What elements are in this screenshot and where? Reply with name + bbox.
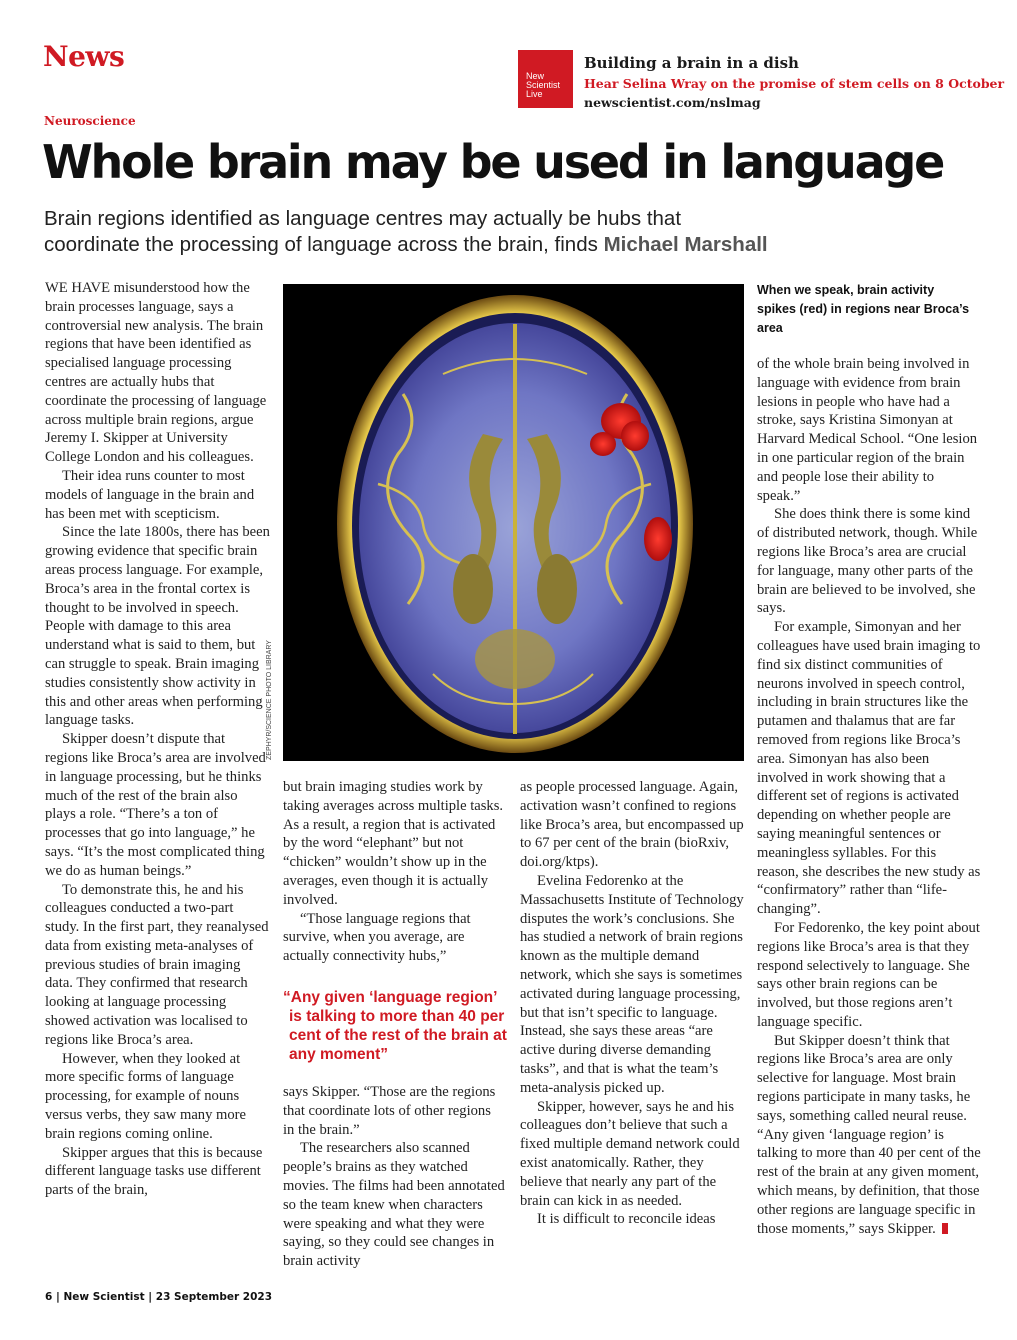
image-caption: When we speak, brain activity spikes (red) in regions near Broca’s area (757, 283, 970, 335)
last-paragraph (757, 1032, 981, 1239)
paragraph: For example, Simonyan and her colleagues have used brain imaging to find six distinct communities of neurons involved in speech control, including in brain structures like the putamen and thalamus that are far removed from regions like Broca’s area. Simonyan has also been involved in work showing that a different set of regions is activated depending on whether people are saying meaningful sentences or meaningless syllables. For this reason, she describes the new study as “confirmatory” rather than “life-changing”. (757, 619, 981, 918)
paragraph: “Those language regions that survive, when you average, are actually connectivity hubs,” (283, 910, 471, 965)
logo-line: Live (526, 89, 543, 99)
page-footer: 6 | New Scientist | 23 September 2023 (45, 1291, 273, 1303)
paragraph: Evelina Fedorenko at the Massachusetts Institute of Technology disputes the work’s conclusions. She has studied a network of brain regions known as the multiple demand network, which she says is sometimes activated during language processing, but that isn’t specific to language. Instead, she says these areas “are active during diverse demanding tasks”, and that is what the team’s meta-analysis picked up. (520, 872, 744, 1096)
promo-subtitle: Hear Selina Wray on the promise of stem cells on 8 October (584, 76, 1005, 91)
paragraph: Skipper doesn’t dispute that regions like Broca’s area are involved in language processing, but he thinks much of the rest of the brain also plays a role. “There’s a ton of processes that go into language,” he says. “It’s the most complicated thing we do as human beings.” (45, 731, 266, 879)
photo-credit-text: ZEPHYR/SCIENCE PHOTO LIBRARY (266, 640, 273, 760)
paragraph: The researchers also scanned people’s brains as they watched movies. The films had been annotated so the team knew when characters were speaking and what they were saying, so they could see changes in brain activity (283, 1140, 505, 1270)
logo-line: New (526, 71, 545, 81)
body-column-3 (520, 778, 745, 1229)
body-column-2-continued (283, 1083, 505, 1271)
logo-line: Scientist (526, 80, 561, 90)
paragraph-text: But Skipper doesn’t think that regions like Broca’s area are only selective for language. Most brain regions participate in many tasks, he says, something called neural reuse. “Any given ‘language region’ is talking to more than 40 per cent of the rest of the brain at any given moment, which means, by definition, that those other regions are language specific in those moments,” says Skipper. (757, 1032, 981, 1237)
photo-credit (266, 640, 280, 760)
body-column-2 (283, 778, 505, 966)
brain-scan-image (283, 284, 744, 761)
paragraph: To demonstrate this, he and his colleagues conducted a two-part study. In the first part, they reanalysed data from existing meta-analyses of previous studies of brain imaging data. They confirmed that research looking at language processing showed activation was localised to regions like Broca’s area. (45, 881, 269, 1048)
paragraph: but brain imaging studies work by taking averages across multiple tasks. As a result, a region that is activated by the word “elephant” but not “chicken” wouldn’t show up in the averages, even though it is actually involved. (283, 779, 504, 908)
pull-quote-text: “Any given ‘language region’ is talking to more than 40 per cent of the rest of the brain at any moment” (283, 989, 507, 1063)
body-column-1 (45, 279, 270, 1200)
issue-date: 23 September 2023 (155, 1291, 273, 1303)
headline: Whole brain may be used in language (42, 135, 944, 189)
promo-link[interactable]: newscientist.com/nslmag (584, 95, 761, 110)
paragraph: says Skipper. “Those are the regions that coordinate lots of other regions in the brain.” (283, 1084, 496, 1138)
paragraph: However, when they looked at more specific forms of language processing, for example of nouns versus verbs, they saw many more brain regions coming online. (45, 1050, 247, 1142)
paragraph: For Fedorenko, the key point about regions like Broca’s area is that they respond selectively to language. She says other brain regions can be involved, but those regions aren’t language specific. (757, 919, 980, 1030)
body-column-4 (757, 355, 981, 1238)
paragraph: Skipper argues that this is because different language tasks use different parts of the brain, (45, 1144, 263, 1199)
paragraph: Their idea runs counter to most models of language in the brain and has been met with scepticism. (45, 467, 255, 522)
paragraph: as people processed language. Again, activation wasn’t confined to regions like Broca’s area, but encompassed up to 67 per cent of the brain (bioRxiv, doi.org/ktps). (520, 779, 744, 871)
publication-name: New Scientist (63, 1291, 145, 1303)
pull-quote (283, 988, 508, 1064)
paragraph: It is difficult to reconcile ideas (537, 1211, 716, 1228)
paragraph: She does think there is some kind of distributed network, though. While regions like Broca’s area are crucial for language, many other parts of the brain are believed to be involved, she says. (757, 506, 978, 617)
brain-scan-illustration (283, 284, 744, 761)
end-mark-icon (942, 1223, 948, 1234)
new-scientist-live-logo (518, 50, 573, 108)
paragraph: of the whole brain being involved in language with evidence from brain lesions in people who have had a stroke, says Kristina Simonyan at Harvard Medical School. “One lesion in one particular region of the brain and people lose their ability to speak.” (757, 356, 978, 504)
kicker: Neuroscience (44, 114, 136, 128)
paragraph: Since the late 1800s, there has been growing evidence that specific brain areas process language. For example, Broca’s area in the frontal cortex is thought to be involved in speech. People with damage to this area understand what is said to them, but can struggle to speak. Brain imaging studies consistently show activity in this and other areas when performing language tasks. (45, 524, 270, 729)
page-number: 6 (45, 1291, 53, 1303)
standfirst (44, 206, 774, 258)
byline: Michael Marshall (603, 233, 768, 256)
section-label: News (43, 40, 125, 73)
standfirst-text: Brain regions identified as language centres may actually be hubs that coordinate the processing of language across the brain, finds (44, 207, 682, 256)
paragraph: Skipper, however, says he and his colleagues don’t believe that such a fixed multiple demand network could exist anatomically. Rather, they believe that nearly any part of the brain can kick in as needed. (520, 1098, 740, 1209)
promo-title: Building a brain in a dish (584, 54, 799, 72)
paragraph: WE HAVE misunderstood how the brain processes language, says a controversial new analysis. The brain regions that have been identified as specialised language processing centres are actually hubs that coordinate the processing of language across multiple brain regions, argue Jeremy I. Skipper at University College London and his colleagues. (45, 280, 267, 466)
